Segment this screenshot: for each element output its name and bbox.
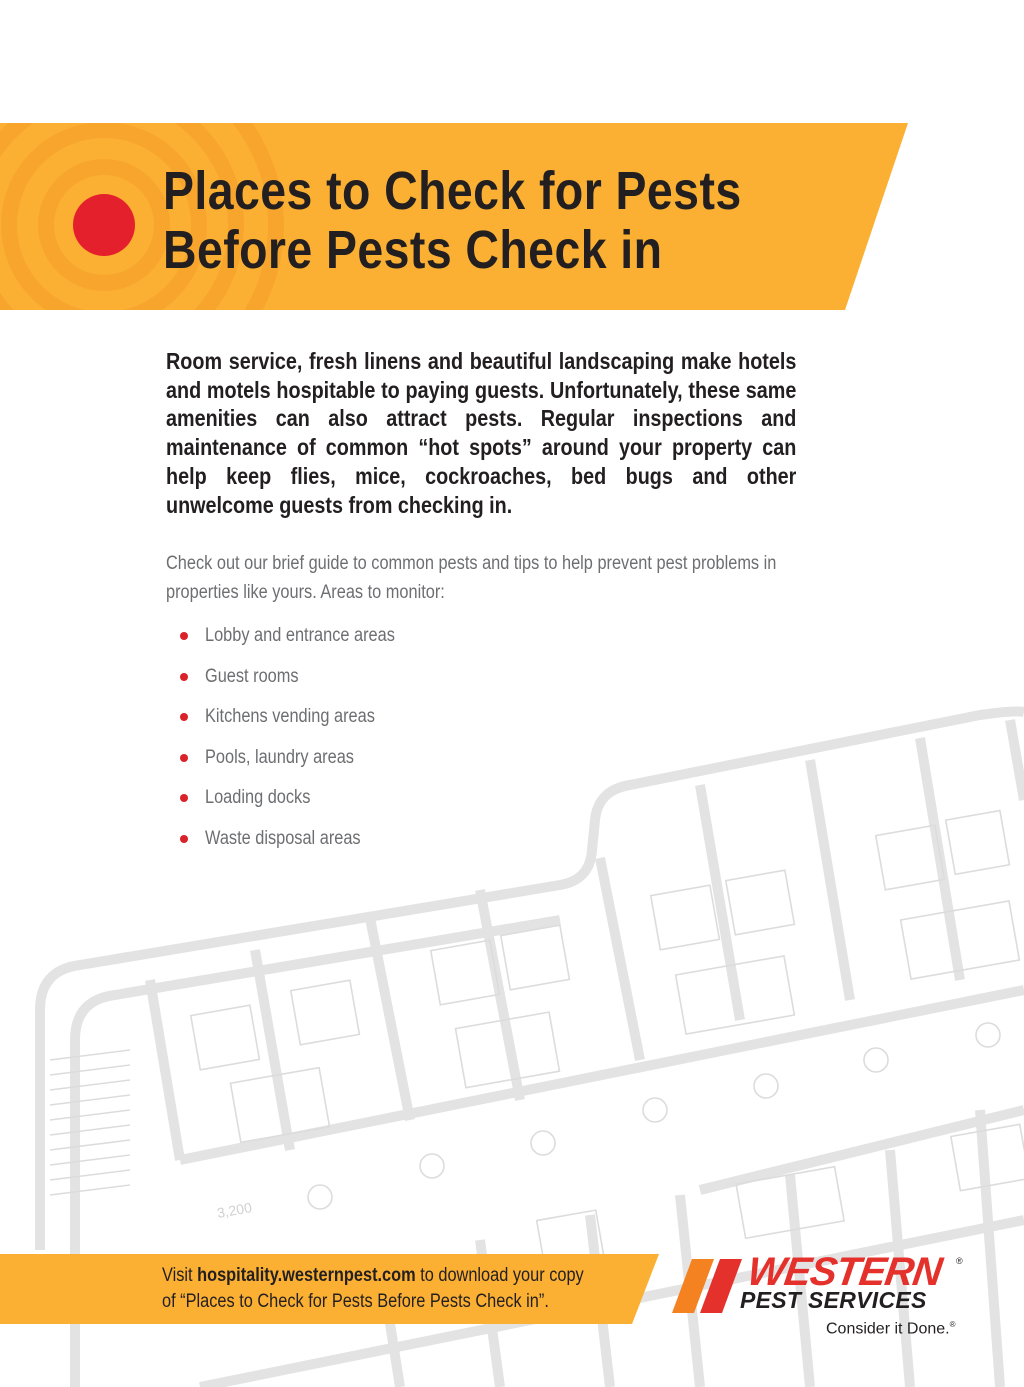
list-item-label: Lobby and entrance areas (205, 625, 395, 647)
bullet-icon (180, 754, 188, 762)
footer-suffix: to download your copy (415, 1265, 584, 1286)
list-item (180, 819, 426, 860)
logo-tagline (826, 1320, 956, 1338)
intro-text: Room service, fresh linens and beautiful landscaping make hotels and motels hospitable to paying guests. Unfortunately, these same amenities can also attract pests. Regular inspections and maintenance of common “hot spots” around your property can help keep flies, mice, cockroaches, bed bugs and other unwelcome guests from checking in. (166, 348, 797, 518)
bullet-icon (180, 794, 188, 802)
title-line-2: Before Pests Check in (163, 220, 663, 280)
footer-text (162, 1263, 584, 1315)
list-item-label: Kitchens vending areas (205, 706, 375, 728)
page-title (163, 162, 742, 280)
bullet-icon (180, 835, 188, 843)
red-dot-icon (73, 194, 135, 256)
list-item-label: Loading docks (205, 787, 311, 809)
logo-reg-mark: ® (956, 1256, 963, 1266)
list-item (180, 738, 426, 779)
list-item-label: Waste disposal areas (205, 827, 361, 849)
list-item-label: Pools, laundry areas (205, 746, 354, 768)
footer-url-link[interactable]: hospitality.westernpest.com (197, 1265, 416, 1286)
bullet-icon (180, 673, 188, 681)
bullet-icon (180, 713, 188, 721)
tagline-reg-mark: ® (949, 1320, 956, 1329)
bullet-icon (180, 632, 188, 640)
dimension-label: 3,200 (215, 1199, 254, 1221)
list-item (180, 778, 426, 819)
logo-subtitle: PEST SERVICES (740, 1287, 927, 1313)
title-line-1: Places to Check for Pests (163, 161, 742, 221)
tagline-text: Consider it Done. (826, 1320, 950, 1338)
guide-paragraph: Check out our brief guide to common pests and tips to help prevent pest problems in properties like yours. Areas to monitor: (166, 553, 777, 603)
areas-list (180, 616, 426, 859)
logo-wordmark: WESTERN (744, 1250, 945, 1294)
list-item (180, 697, 426, 738)
list-item (180, 657, 426, 698)
footer-line-2: of “Places to Check for Pests Before Pests Check in”. (162, 1291, 549, 1312)
list-item (180, 616, 426, 657)
footer-prefix: Visit (162, 1265, 198, 1286)
intro-paragraph (166, 347, 796, 519)
list-item-label: Guest rooms (205, 665, 299, 687)
